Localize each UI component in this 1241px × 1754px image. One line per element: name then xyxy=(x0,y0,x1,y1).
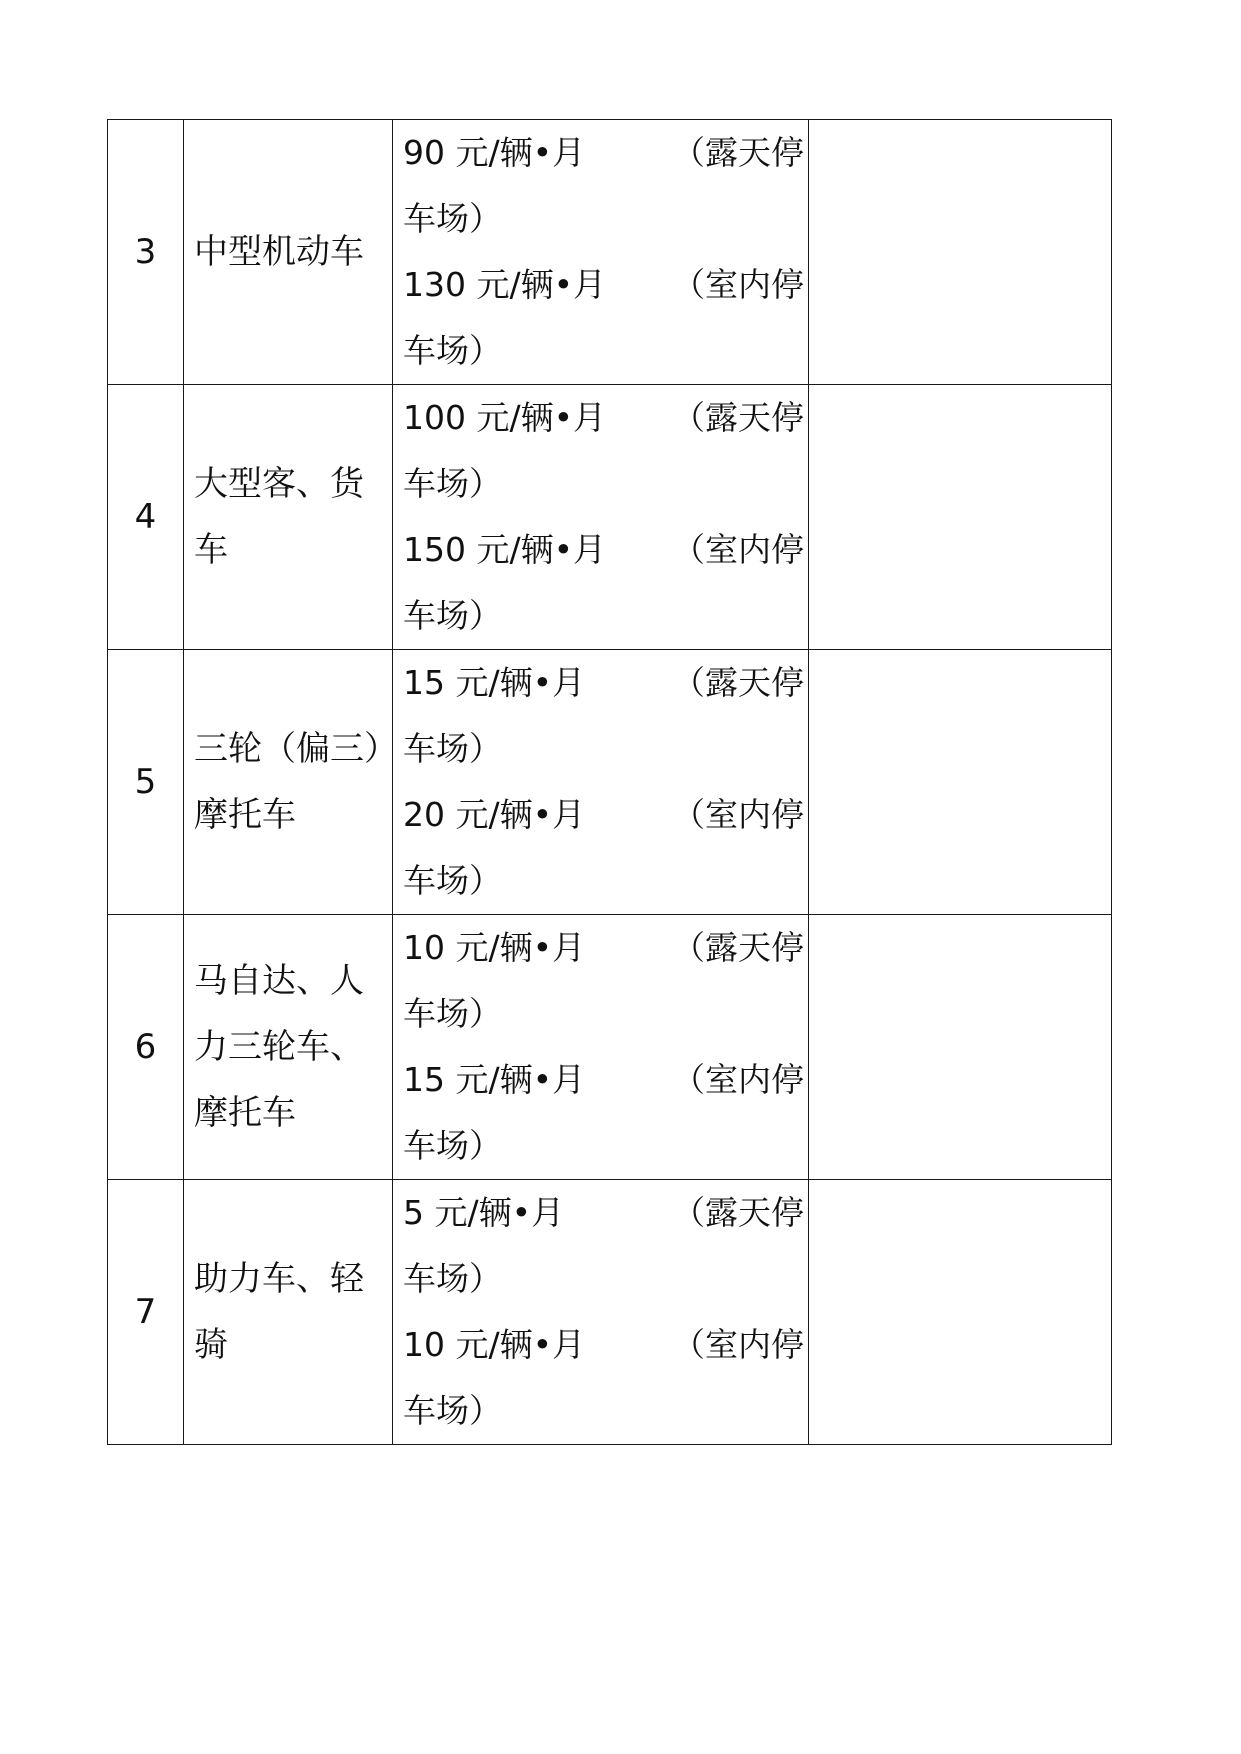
row-number: 6 xyxy=(108,915,184,1180)
fee-rate: 5 元/辆•月 xyxy=(403,1193,565,1232)
fee-cell xyxy=(393,650,809,915)
parking-place-cont: 车场） xyxy=(403,729,502,768)
fee-rate: 10 元/辆•月 xyxy=(403,928,586,967)
fee-line xyxy=(403,1047,804,1113)
fee-rate: 130 元/辆•月 xyxy=(403,265,607,304)
fee-line xyxy=(403,782,804,848)
fee-line xyxy=(403,1180,804,1246)
parking-place-cont: 车场） xyxy=(403,1126,502,1165)
parking-fee-table xyxy=(107,119,1112,1445)
fee-line xyxy=(403,252,804,318)
parking-place: （室内停 xyxy=(672,1325,804,1364)
row-number: 7 xyxy=(108,1180,184,1445)
parking-place-cont: 车场） xyxy=(403,994,502,1033)
fee-rate: 15 元/辆•月 xyxy=(403,663,586,702)
note-cell xyxy=(809,1180,1112,1445)
parking-place-cont: 车场） xyxy=(403,861,502,900)
fee-cell xyxy=(393,1180,809,1445)
fee-line xyxy=(403,650,804,716)
parking-place: （露天停 xyxy=(672,133,804,172)
fee-cell xyxy=(393,120,809,385)
vehicle-type: 大型客、货车 xyxy=(184,385,393,650)
parking-place: （露天停 xyxy=(672,928,804,967)
parking-place-cont: 车场） xyxy=(403,596,502,635)
fee-rate: 20 元/辆•月 xyxy=(403,795,586,834)
fee-line xyxy=(403,120,804,186)
table-row xyxy=(108,915,1112,1180)
parking-place-cont: 车场） xyxy=(403,1259,502,1298)
note-cell xyxy=(809,650,1112,915)
fee-rate: 90 元/辆•月 xyxy=(403,133,586,172)
row-number: 4 xyxy=(108,385,184,650)
parking-place: （露天停 xyxy=(672,663,804,702)
table-row xyxy=(108,385,1112,650)
fee-line xyxy=(403,385,804,451)
parking-place: （室内停 xyxy=(672,265,804,304)
fee-rate: 150 元/辆•月 xyxy=(403,530,607,569)
fee-cell xyxy=(393,915,809,1180)
fee-line xyxy=(403,915,804,981)
table-row xyxy=(108,1180,1112,1445)
note-cell xyxy=(809,385,1112,650)
parking-place: （室内停 xyxy=(672,530,804,569)
note-cell xyxy=(809,915,1112,1180)
vehicle-type: 中型机动车 xyxy=(184,120,393,385)
vehicle-type: 马自达、人力三轮车、摩托车 xyxy=(184,915,393,1180)
table-row xyxy=(108,650,1112,915)
fee-line xyxy=(403,517,804,583)
parking-place-cont: 车场） xyxy=(403,331,502,370)
parking-place-cont: 车场） xyxy=(403,199,502,238)
fee-rate: 15 元/辆•月 xyxy=(403,1060,586,1099)
row-number: 5 xyxy=(108,650,184,915)
row-number: 3 xyxy=(108,120,184,385)
parking-place: （室内停 xyxy=(672,795,804,834)
parking-place: （露天停 xyxy=(672,398,804,437)
parking-place: （露天停 xyxy=(672,1193,804,1232)
fee-rate: 10 元/辆•月 xyxy=(403,1325,586,1364)
fee-line xyxy=(403,1312,804,1378)
vehicle-type: 助力车、轻骑 xyxy=(184,1180,393,1445)
parking-place: （室内停 xyxy=(672,1060,804,1099)
vehicle-type: 三轮（偏三）摩托车 xyxy=(184,650,393,915)
note-cell xyxy=(809,120,1112,385)
fee-cell xyxy=(393,385,809,650)
fee-rate: 100 元/辆•月 xyxy=(403,398,607,437)
table-row xyxy=(108,120,1112,385)
parking-place-cont: 车场） xyxy=(403,1391,502,1430)
parking-place-cont: 车场） xyxy=(403,464,502,503)
